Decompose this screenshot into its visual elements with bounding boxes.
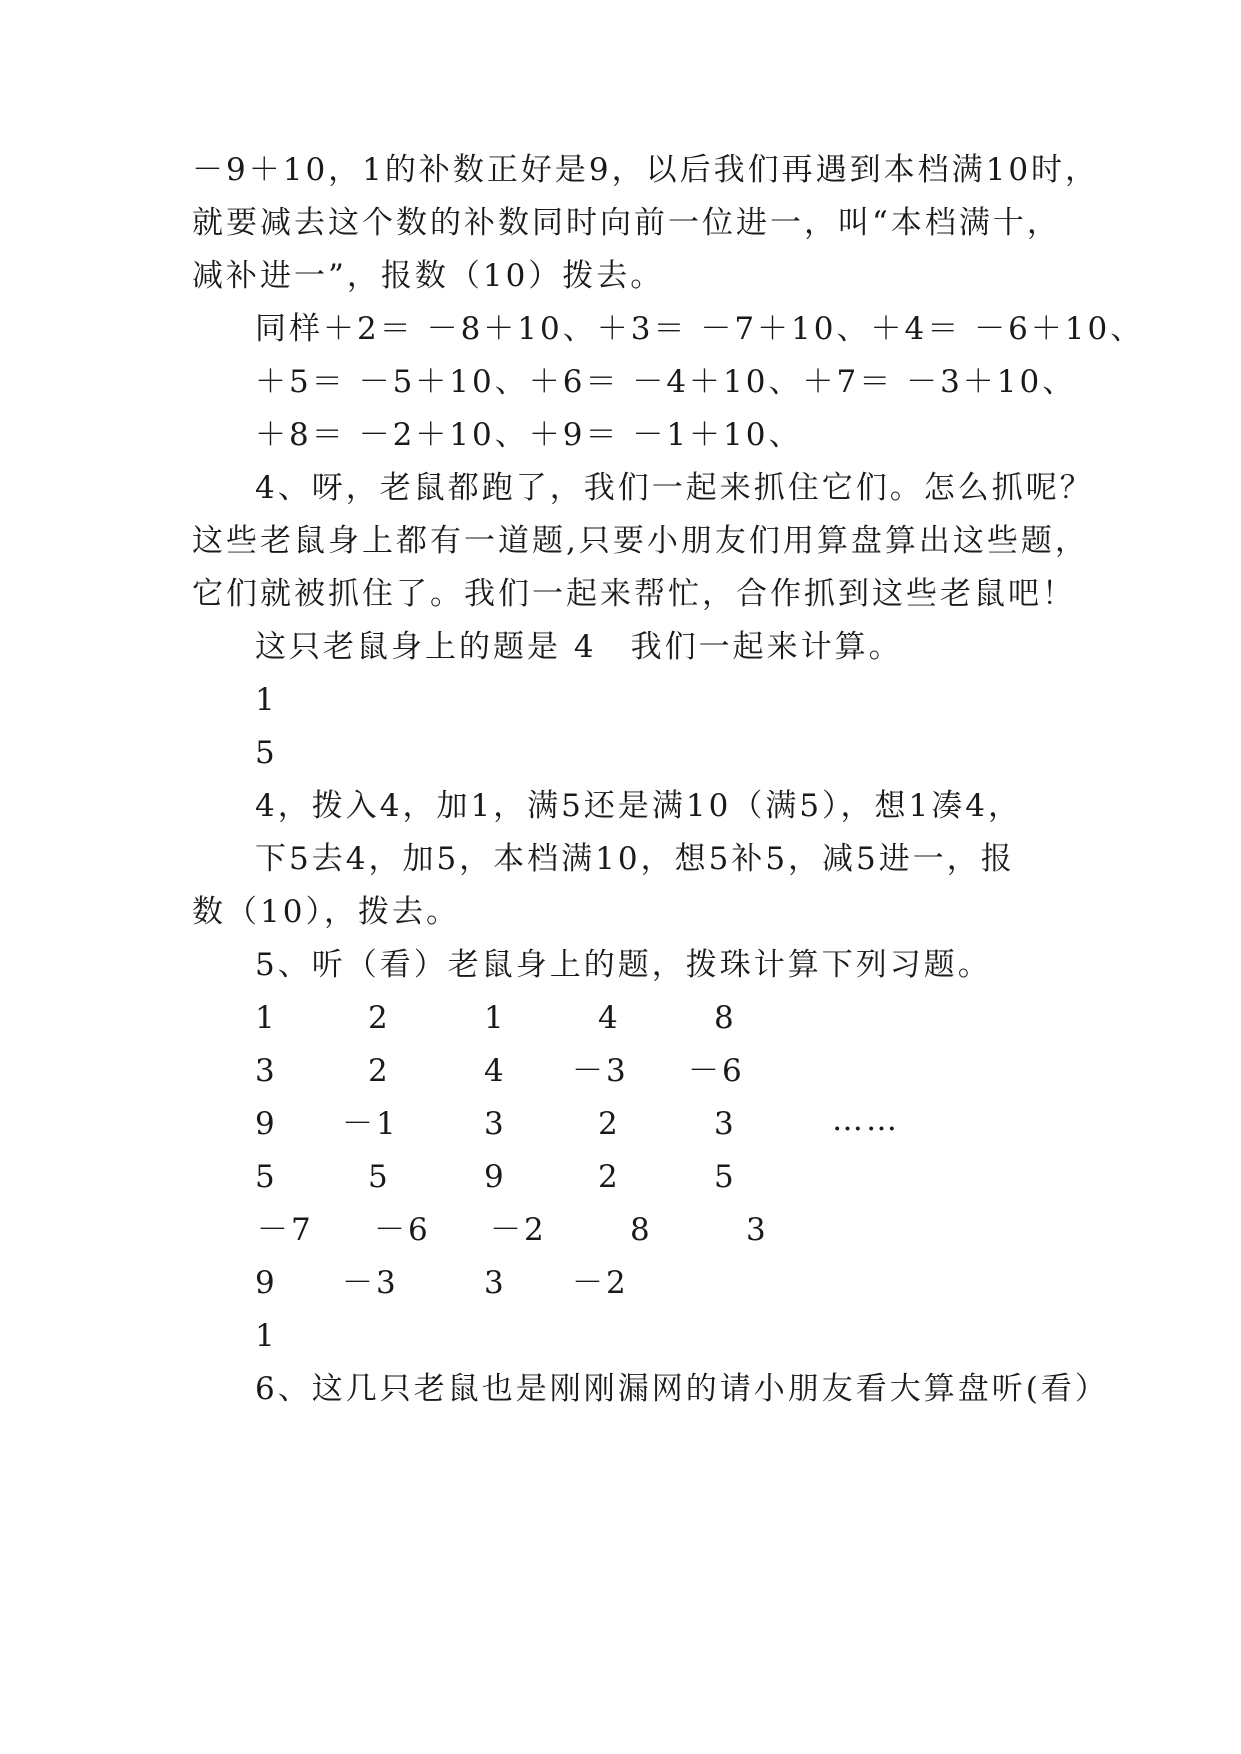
paragraph-line: 这只老鼠身上的题是 4 我们一起来计算。 (255, 629, 903, 665)
paragraph-line: 5、听（看）老鼠身上的题，拨珠计算下列习题。 (255, 947, 992, 983)
exercise-cell: 3 (714, 1106, 737, 1142)
exercise-cell: 8 (630, 1212, 653, 1248)
exercise-cell: －3 (572, 1053, 629, 1089)
exercise-cell: 3 (484, 1106, 507, 1142)
exercise-cell: －6 (688, 1053, 745, 1089)
paragraph-line: 5 (255, 735, 278, 771)
paragraph-line: 它们就被抓住了。我们一起来帮忙，合作抓到这些老鼠吧！ (192, 576, 1076, 612)
paragraph-line: 4、呀，老鼠都跑了，我们一起来抓住它们。怎么抓呢？ (255, 470, 1094, 506)
paragraph-line: 6、这几只老鼠也是刚刚漏网的请小朋友看大算盘听(看） (255, 1371, 1109, 1407)
paragraph-line: ＋8＝ －2＋10、＋9＝ －1＋10、 (255, 417, 803, 453)
paragraph-line: －9＋10，1的补数正好是9，以后我们再遇到本档满10时， (192, 152, 1100, 188)
exercise-cell: 2 (368, 1000, 391, 1036)
paragraph-line: 同样＋2＝ －8＋10、＋3＝ －7＋10、＋4＝ －6＋10、 (255, 311, 1145, 347)
exercise-cell: 3 (746, 1212, 769, 1248)
exercise-cell: －3 (342, 1265, 399, 1301)
exercise-cell: －6 (374, 1212, 431, 1248)
exercise-cell: 9 (484, 1159, 507, 1195)
exercise-cell: 3 (484, 1265, 507, 1301)
paragraph-line: 数（10），拨去。 (192, 894, 460, 930)
exercise-cell: 5 (368, 1159, 391, 1195)
paragraph-line: 下5去4，加5，本档满10，想5补5，减5进一，报 (255, 841, 1015, 877)
exercise-cell: －2 (490, 1212, 547, 1248)
exercise-cell: －1 (342, 1106, 399, 1142)
exercise-cell: 9 (255, 1106, 278, 1142)
exercise-cell: 2 (368, 1053, 391, 1089)
paragraph-line: 就要减去这个数的补数同时向前一位进一，叫“本档满十， (192, 205, 1061, 241)
exercise-cell: 4 (598, 1000, 621, 1036)
exercise-cell: 8 (714, 1000, 737, 1036)
exercise-cell: 1 (484, 1000, 507, 1036)
exercise-cell: 1 (255, 1318, 278, 1354)
exercise-ellipsis: …… (832, 1102, 900, 1138)
exercise-cell: 9 (255, 1265, 278, 1301)
exercise-cell: 4 (484, 1053, 507, 1089)
paragraph-line: 减补进一”，报数（10）拨去。 (192, 258, 665, 294)
exercise-cell: －7 (257, 1212, 314, 1248)
paragraph-line: 4，拨入4，加1，满5还是满10（满5），想1凑4， (255, 788, 1023, 824)
paragraph-line: 这些老鼠身上都有一道题,只要小朋友们用算盘算出这些题， (192, 523, 1089, 559)
paragraph-line: 1 (255, 682, 278, 718)
exercise-cell: －2 (572, 1265, 629, 1301)
exercise-cell: 5 (255, 1159, 278, 1195)
exercise-cell: 5 (714, 1159, 737, 1195)
paragraph-line: ＋5＝ －5＋10、＋6＝ －4＋10、＋7＝ －3＋10、 (255, 364, 1077, 400)
exercise-cell: 1 (255, 1000, 278, 1036)
exercise-cell: 2 (598, 1106, 621, 1142)
exercise-cell: 3 (255, 1053, 278, 1089)
exercise-cell: 2 (598, 1159, 621, 1195)
